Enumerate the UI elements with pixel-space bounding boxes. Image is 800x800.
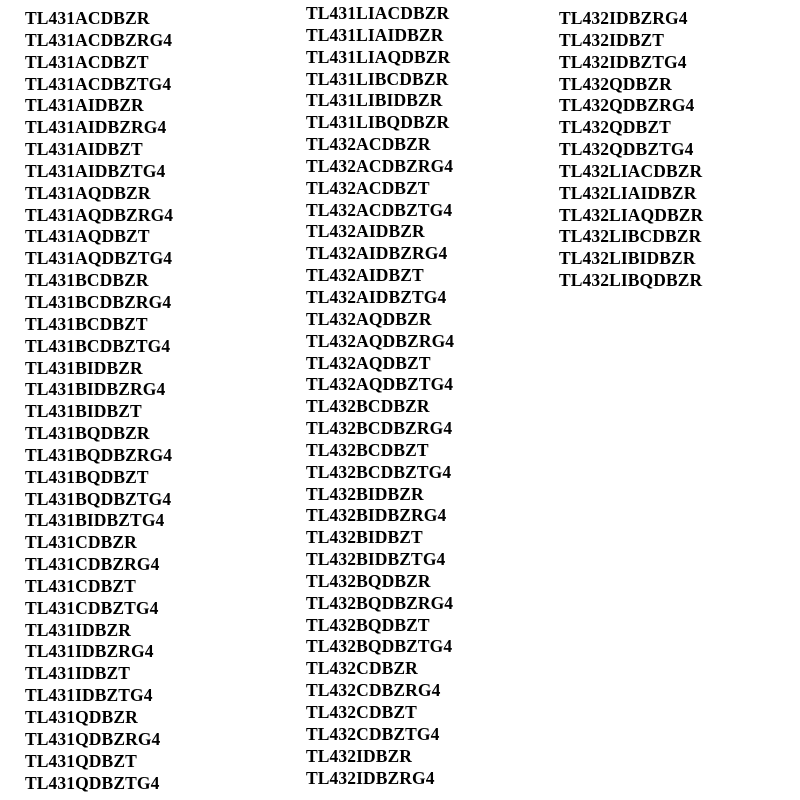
part-number-item: TL431QDBZTG4	[25, 772, 160, 793]
part-number-item: TL432AIDBZR	[306, 221, 425, 242]
part-number-item: TL431IDBZT	[25, 663, 131, 684]
part-number-item: TL432BIDBZTG4	[306, 549, 446, 570]
part-number-item: TL432CDBZRG4	[306, 680, 441, 701]
part-number-item: TL431CDBZT	[25, 575, 136, 596]
part-number-item: TL431IDBZR	[25, 619, 132, 640]
part-number-item: TL431LIAQDBZR	[306, 46, 451, 67]
part-number-item: TL432LIBCDBZR	[559, 226, 702, 247]
part-number-item: TL432QDBZTG4	[559, 139, 694, 160]
part-number-item: TL432CDBZTG4	[306, 723, 440, 744]
part-number-item: TL432BIDBZT	[306, 527, 423, 548]
part-number-item: TL431BCDBZTG4	[25, 335, 171, 356]
part-number-item: TL431BQDBZR	[25, 423, 150, 444]
part-number-item: TL431BIDBZRG4	[25, 379, 166, 400]
part-number-item: TL431BQDBZT	[25, 466, 149, 487]
part-number-item: TL432ACDBZT	[306, 177, 430, 198]
part-number-item: TL431LIAIDBZR	[306, 24, 444, 45]
part-number-item: TL432CDBZR	[306, 658, 418, 679]
part-number-item: TL432IDBZR	[306, 745, 413, 766]
part-number-item: TL431CDBZRG4	[25, 554, 160, 575]
part-number-item: TL432AIDBZRG4	[306, 243, 448, 264]
part-number-item: TL431BQDBZRG4	[25, 444, 173, 465]
part-number-item: TL431BIDBZR	[25, 357, 143, 378]
part-number-item: TL432LIBIDBZR	[559, 248, 696, 269]
part-number-item: TL431CDBZTG4	[25, 597, 159, 618]
part-number-item: TL432QDBZRG4	[559, 95, 695, 116]
part-number-item: TL431IDBZTG4	[25, 685, 153, 706]
part-number-item: TL432CDBZT	[306, 702, 417, 722]
part-number-column-1	[25, 8, 173, 794]
part-number-item: TL431LIBCDBZR	[306, 68, 449, 89]
part-number-item: TL432AQDBZRG4	[306, 330, 455, 351]
part-number-item: TL431QDBZRG4	[25, 728, 161, 749]
part-number-item: TL432BQDBZRG4	[306, 592, 454, 613]
part-number-item: TL431BCDBZT	[25, 313, 148, 334]
part-number-item: TL432IDBZRG4	[306, 767, 435, 788]
part-number-item: TL431ACDBZTG4	[25, 73, 172, 94]
part-number-item: TL431AQDBZT	[25, 226, 150, 247]
part-number-item: TL431AIDBZTG4	[25, 160, 166, 181]
part-number-item: TL432BCDBZT	[306, 439, 429, 460]
part-number-item: TL432AIDBZT	[306, 265, 424, 286]
part-number-item: TL432BCDBZTG4	[306, 461, 452, 482]
part-number-item: TL431LIACDBZR	[306, 3, 450, 23]
part-number-item: TL432BIDBZR	[306, 483, 424, 504]
part-number-item: TL432AIDBZTG4	[306, 286, 447, 307]
part-number-item: TL432ACDBZRG4	[306, 155, 454, 176]
part-number-item: TL432QDBZR	[559, 73, 672, 94]
part-number-item: TL432BIDBZRG4	[306, 505, 447, 526]
part-number-item: TL431IDBZRG4	[25, 641, 154, 662]
part-number-item: TL431AIDBZT	[25, 139, 143, 160]
part-number-item: TL432ACDBZTG4	[306, 199, 453, 220]
part-number-item: TL431CDBZR	[25, 532, 137, 553]
part-number-item: TL431QDBZT	[25, 750, 137, 771]
part-number-item: TL432ACDBZR	[306, 134, 431, 155]
part-number-item: TL432LIAQDBZR	[559, 204, 704, 225]
part-number-item: TL431QDBZR	[25, 707, 138, 727]
part-number-item: TL431BCDBZR	[25, 270, 149, 291]
part-number-item: TL432BQDBZT	[306, 614, 430, 635]
part-number-item: TL432BQDBZTG4	[306, 636, 453, 657]
part-number-item: TL431LIBQDBZR	[306, 112, 450, 133]
part-number-item: TL432IDBZRG4	[559, 8, 688, 28]
part-number-item: TL432BCDBZR	[306, 396, 430, 417]
part-number-item: TL431AQDBZRG4	[25, 204, 174, 225]
part-number-item: TL431BCDBZRG4	[25, 291, 172, 312]
part-number-item: TL432AQDBZT	[306, 352, 431, 373]
part-number-item: TL431LIBIDBZR	[306, 90, 443, 111]
part-number-item: TL432LIBQDBZR	[559, 270, 703, 291]
part-number-item: TL431BQDBZTG4	[25, 488, 172, 509]
part-number-item: TL431BIDBZT	[25, 401, 142, 422]
part-number-column-2	[306, 3, 454, 789]
part-number-item: TL432IDBZT	[559, 29, 665, 50]
part-number-item: TL431ACDBZR	[25, 8, 150, 28]
part-number-item: TL431AQDBZTG4	[25, 248, 173, 269]
part-number-item: TL432BCDBZRG4	[306, 418, 453, 439]
part-number-item: TL431AIDBZRG4	[25, 117, 167, 138]
part-number-item: TL431ACDBZRG4	[25, 29, 173, 50]
part-number-item: TL431AIDBZR	[25, 95, 144, 116]
part-number-item: TL432LIAIDBZR	[559, 182, 697, 203]
part-number-column-3	[559, 8, 703, 292]
part-number-item: TL432BQDBZR	[306, 570, 431, 591]
part-number-item: TL432QDBZT	[559, 117, 671, 138]
part-number-item: TL431ACDBZT	[25, 51, 149, 72]
part-number-item: TL431AQDBZR	[25, 182, 151, 203]
part-number-item: TL432AQDBZR	[306, 308, 432, 329]
part-number-item: TL432LIACDBZR	[559, 160, 703, 181]
part-number-item: TL432IDBZTG4	[559, 51, 687, 72]
part-number-item: TL431BIDBZTG4	[25, 510, 165, 531]
part-number-item: TL432AQDBZTG4	[306, 374, 454, 395]
